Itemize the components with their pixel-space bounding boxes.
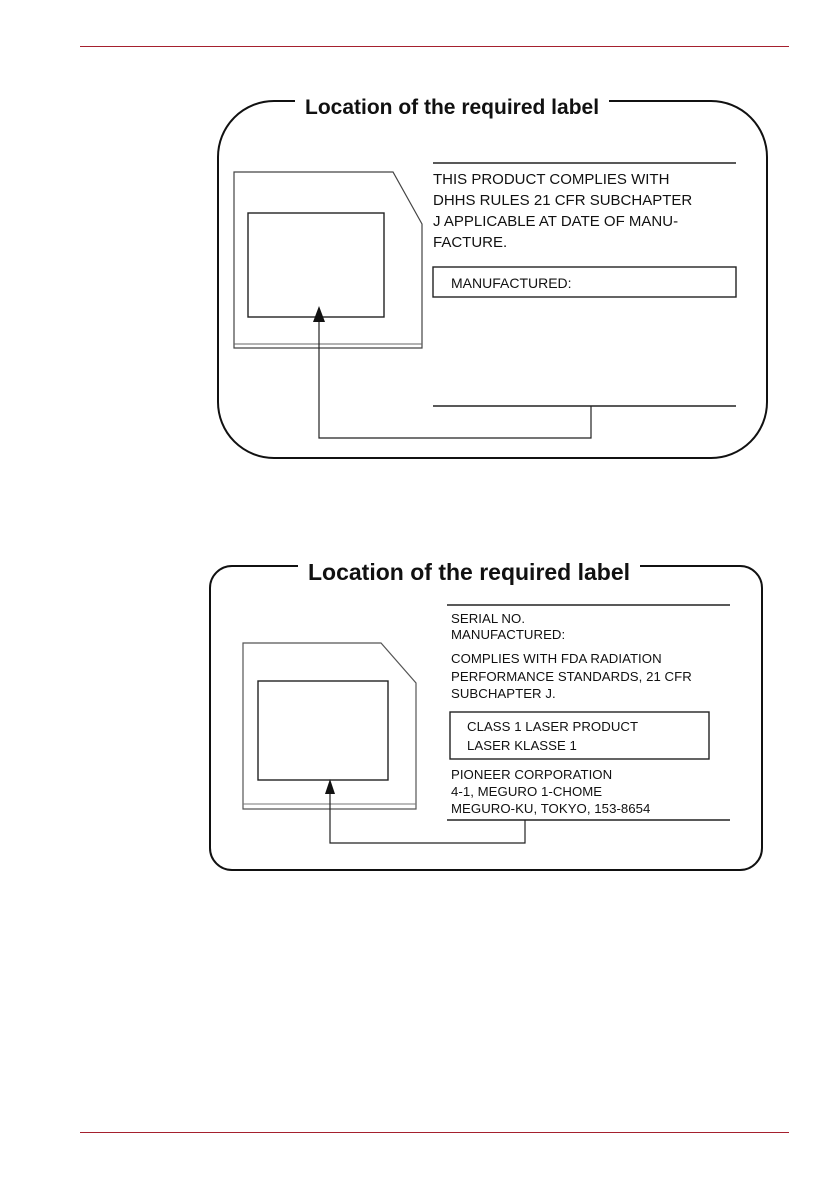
figure-1-text-line-3: J APPLICABLE AT DATE OF MANU- (433, 213, 679, 230)
figure-2-address-line-1: PIONEER CORPORATION (451, 767, 613, 782)
figure-2-address-line-3: MEGURO-KU, TOKYO, 153-8654 (451, 801, 651, 816)
figure-2-laser-line-1: CLASS 1 LASER PRODUCT (467, 719, 639, 734)
figure-2-title: Location of the required label (298, 561, 640, 584)
figure-1-text-line-1: THIS PRODUCT COMPLIES WITH (433, 171, 670, 188)
figure-1-title: Location of the required label (295, 97, 609, 118)
figure-2-compliance-line-1: COMPLIES WITH FDA RADIATION (451, 651, 662, 666)
figure-1-text-line-2: DHHS RULES 21 CFR SUBCHAPTER (433, 192, 693, 209)
figure-1-text-line-4: FACTURE. (433, 234, 508, 251)
figure-2-laser-line-2: LASER KLASSE 1 (467, 738, 577, 753)
figure-2-compliance-line-3: SUBCHAPTER J. (451, 686, 556, 701)
figure-1-manufactured-label: MANUFACTURED: (451, 275, 572, 291)
figure-2-label-area (258, 681, 388, 780)
figure-2-arrowhead (325, 779, 335, 794)
footer-rule (80, 1132, 789, 1133)
figure-2-compliance-line-2: PERFORMANCE STANDARDS, 21 CFR (451, 669, 692, 684)
figure-2-address-line-2: 4-1, MEGURO 1-CHOME (451, 784, 603, 799)
figure-2-manufactured: MANUFACTURED: (451, 627, 566, 642)
figure-2-serial-no: SERIAL NO. (451, 611, 526, 626)
